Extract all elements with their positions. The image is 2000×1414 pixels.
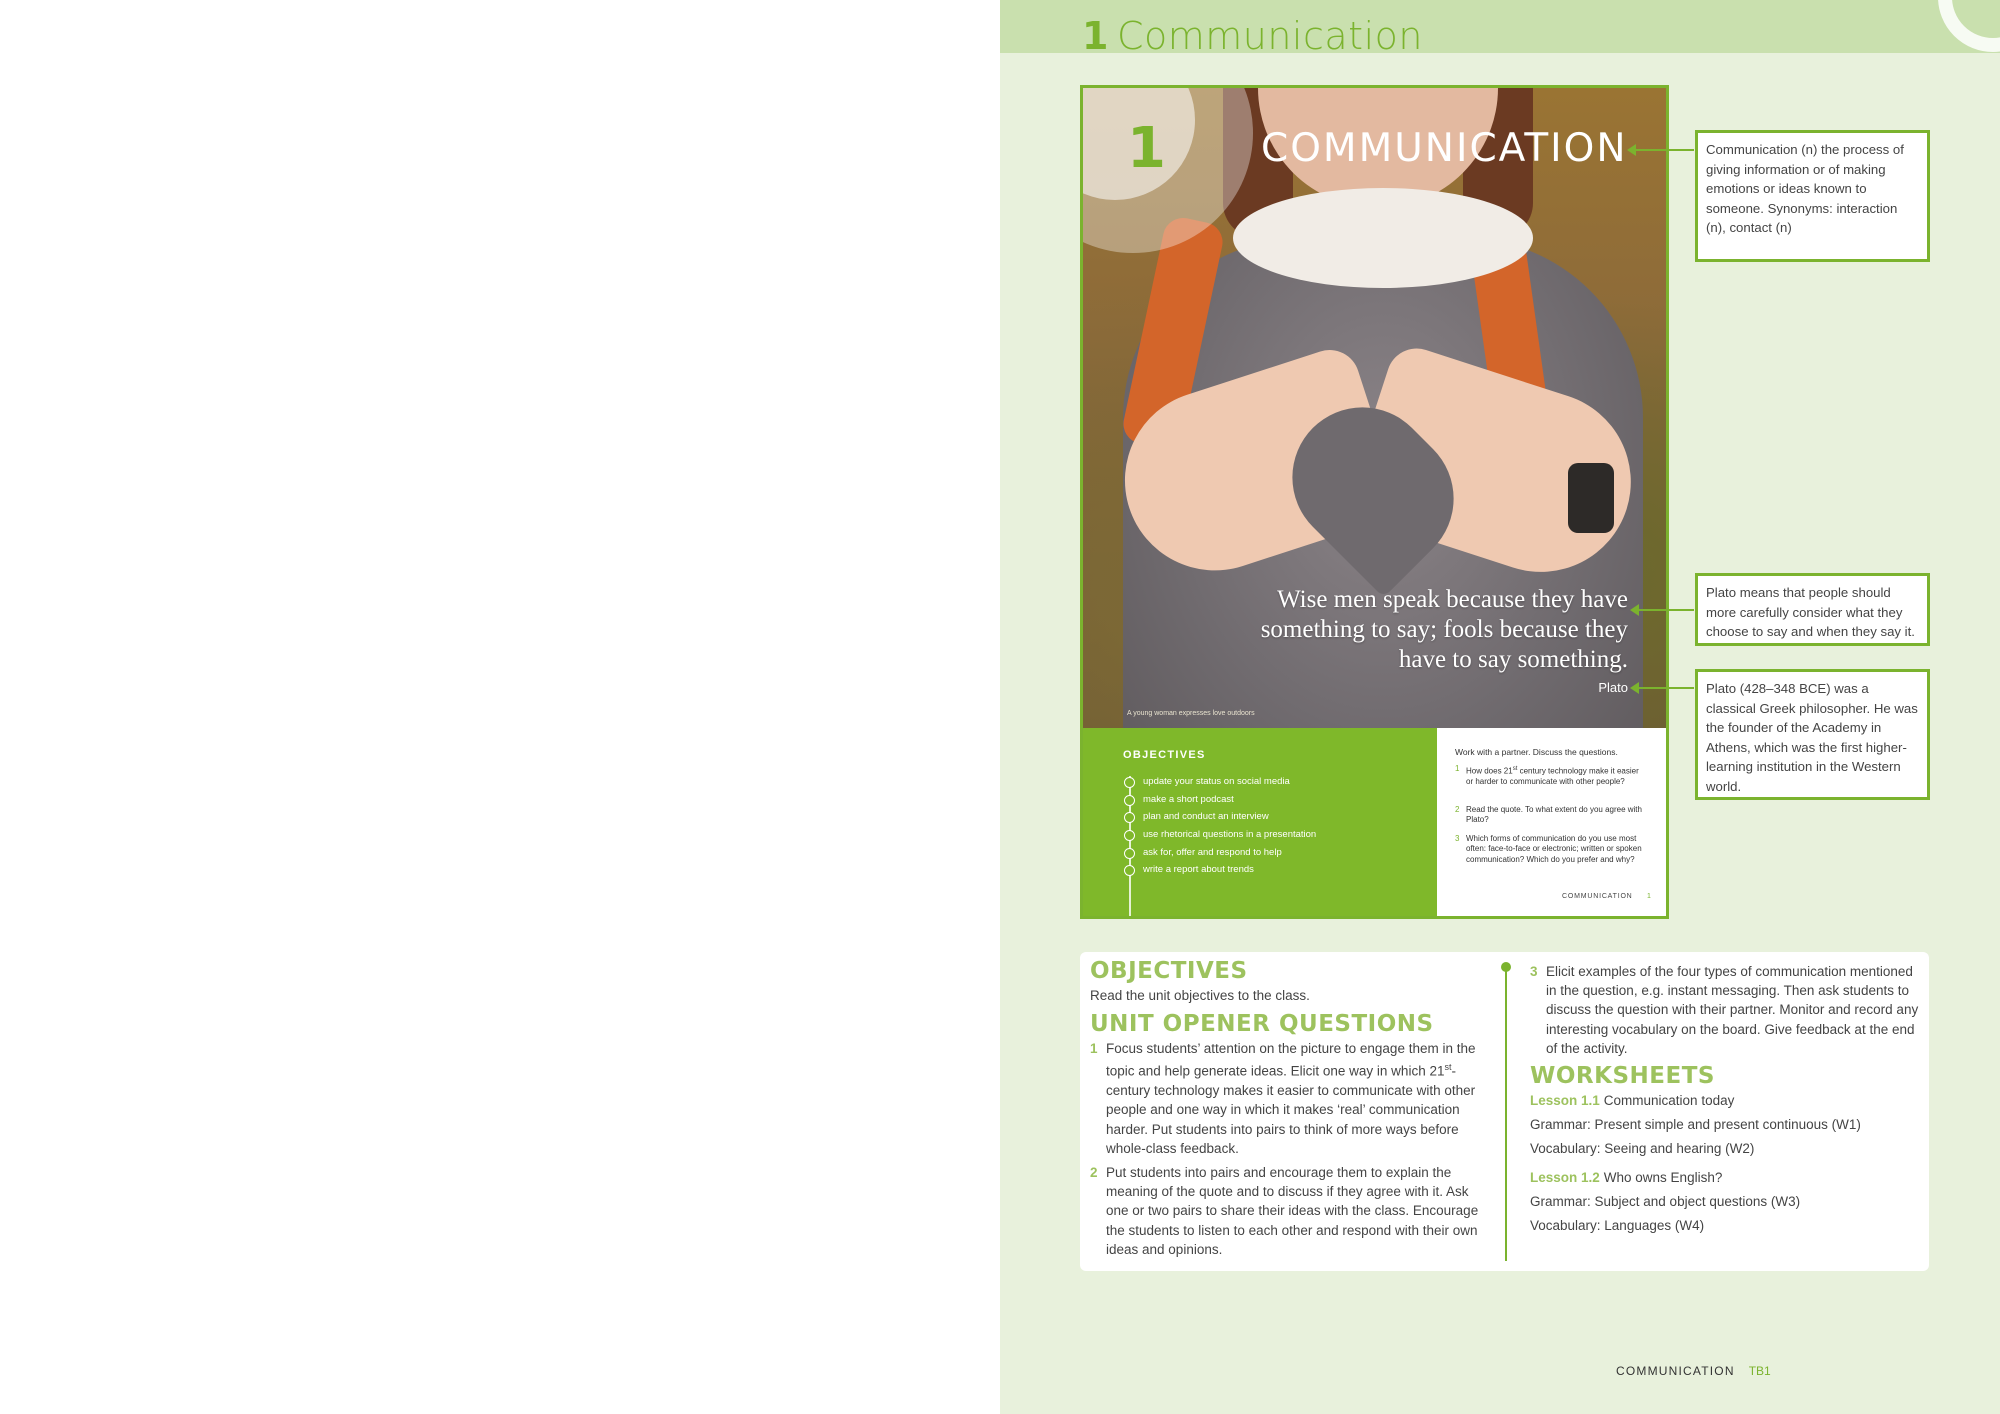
objectives-text: Read the unit objectives to the class. <box>1090 988 1310 1003</box>
quote-author: Plato <box>1598 680 1628 695</box>
annotation-arrow <box>1636 687 1694 689</box>
thumbnail-footer-word: COMMUNICATION <box>1562 893 1633 900</box>
definition-note: Communication (n) the process of giving information or of making emotions or ideas known to someone. Synonyms: interaction (n), contact (n) <box>1695 130 1930 262</box>
worksheet-line: Vocabulary: Seeing and hearing (W2) <box>1530 1141 1755 1157</box>
teacher-notes-card <box>1080 952 1929 1271</box>
notes-right-column <box>1530 962 1920 1235</box>
photo-collar <box>1233 188 1533 288</box>
objectives-panel <box>1083 728 1437 916</box>
question-item: 1 How does 21st century technology make it easier or harder to communicate with other people? <box>1455 764 1639 787</box>
bullet-circle-icon <box>1124 848 1135 859</box>
unit-opener-photo <box>1083 88 1666 728</box>
page-number: TB1 <box>1748 1364 1771 1378</box>
photo-caption: A young woman expresses love outdoors <box>1127 710 1255 717</box>
quote-meaning-note: Plato means that people should more carefully consider what they choose to say and when they say it. <box>1695 573 1930 646</box>
teacher-book-page <box>1000 0 2000 1414</box>
column-divider <box>1505 964 1507 1261</box>
worksheet-line: Grammar: Present simple and present continuous (W1) <box>1530 1117 1861 1133</box>
objective-item: make a short podcast <box>1123 791 1316 809</box>
objective-item: use rhetorical questions in a presentation <box>1123 826 1316 844</box>
bullet-circle-icon <box>1124 812 1135 823</box>
header-unit-number: 1 <box>1082 14 1109 58</box>
bullet-circle-icon <box>1124 865 1135 876</box>
plato-bio-note: Plato (428–348 BCE) was a classical Greek philosopher. He was the founder of the Academy in Athens, which was the first higher-learning institution in the Western world. <box>1695 669 1930 800</box>
question-item: 3 Which forms of communication do you use most often: face-to-face or electronic; written or spoken communication? Which do you prefer and why? <box>1455 834 1642 864</box>
questions-intro: Work with a partner. Discuss the questions. <box>1455 747 1618 757</box>
divider-dot-icon <box>1501 962 1511 972</box>
objective-item: update your status on social media <box>1123 773 1316 791</box>
objectives-title: OBJECTIVES <box>1123 749 1206 761</box>
teacher-note-item: 2 Put students into pairs and encourage them to explain the meaning of the quote and to discuss if they agree with it. Ask one or two pairs to share their ideas with the class. Encourage the students to listen to each other and respond with their own ideas and opinions. <box>1090 1164 1479 1257</box>
lesson-title: Lesson 1.2 Who owns English? <box>1530 1169 1723 1185</box>
thumbnail-page-number: 1 <box>1647 893 1651 900</box>
worksheet-line: Vocabulary: Languages (W4) <box>1530 1218 1705 1234</box>
bullet-circle-icon <box>1124 777 1135 788</box>
header-unit-title: Communication <box>1116 14 1423 58</box>
wristwatch <box>1568 463 1614 533</box>
teacher-note-item: 1 Focus students’ attention on the picture to engage them in the topic and help generate ideas. Elicit one way in which 21st-century technology makes it easier to communicate with other people and one way in which it makes ‘real’ communication harder. Put students into pairs to think of more ways before whole-class feedback. <box>1090 1041 1476 1156</box>
arrow-head-icon <box>1627 144 1636 156</box>
notes-left-column <box>1090 958 1490 1264</box>
annotation-arrow <box>1633 149 1694 151</box>
lesson-title: Lesson 1.1 Communication today <box>1530 1093 1735 1109</box>
teacher-note-item: 3 Elicit examples of the four types of communication mentioned in the question, e.g. instant messaging. Then ask students to discuss the question with their partner. Monitor and record any interesting vocabulary on the board. Give feedback at the end of the activity. <box>1530 964 1919 1056</box>
objectives-list <box>1123 773 1316 879</box>
worksheet-line: Grammar: Subject and object questions (W3) <box>1530 1193 1801 1209</box>
unit-title: COMMUNICATION <box>1261 126 1628 171</box>
discussion-questions-panel <box>1437 728 1666 916</box>
worksheets-heading: WORKSHEETS <box>1530 1063 1715 1090</box>
student-book-page-thumbnail <box>1080 85 1669 919</box>
bullet-circle-icon <box>1124 795 1135 806</box>
unit-number: 1 <box>1127 116 1166 181</box>
objective-item: write a report about trends <box>1123 861 1316 879</box>
arrow-head-icon <box>1630 604 1639 616</box>
objectives-heading: OBJECTIVES <box>1090 958 1248 984</box>
unit-opener-questions-heading: UNIT OPENER QUESTIONS <box>1090 1011 1434 1038</box>
objective-item: ask for, offer and respond to help <box>1123 844 1316 862</box>
question-item: 2 Read the quote. To what extent do you agree with Plato? <box>1455 805 1642 825</box>
annotation-arrow <box>1636 609 1694 611</box>
footer-word: COMMUNICATION <box>1616 1364 1735 1378</box>
page-header-title <box>1082 14 1423 58</box>
quote-text: Wise men speak because they have something to say; fools because they have to say something. <box>1260 586 1628 673</box>
bullet-circle-icon <box>1124 830 1135 841</box>
page-footer <box>1616 1364 1771 1378</box>
arrow-head-icon <box>1630 682 1639 694</box>
objective-item: plan and conduct an interview <box>1123 808 1316 826</box>
